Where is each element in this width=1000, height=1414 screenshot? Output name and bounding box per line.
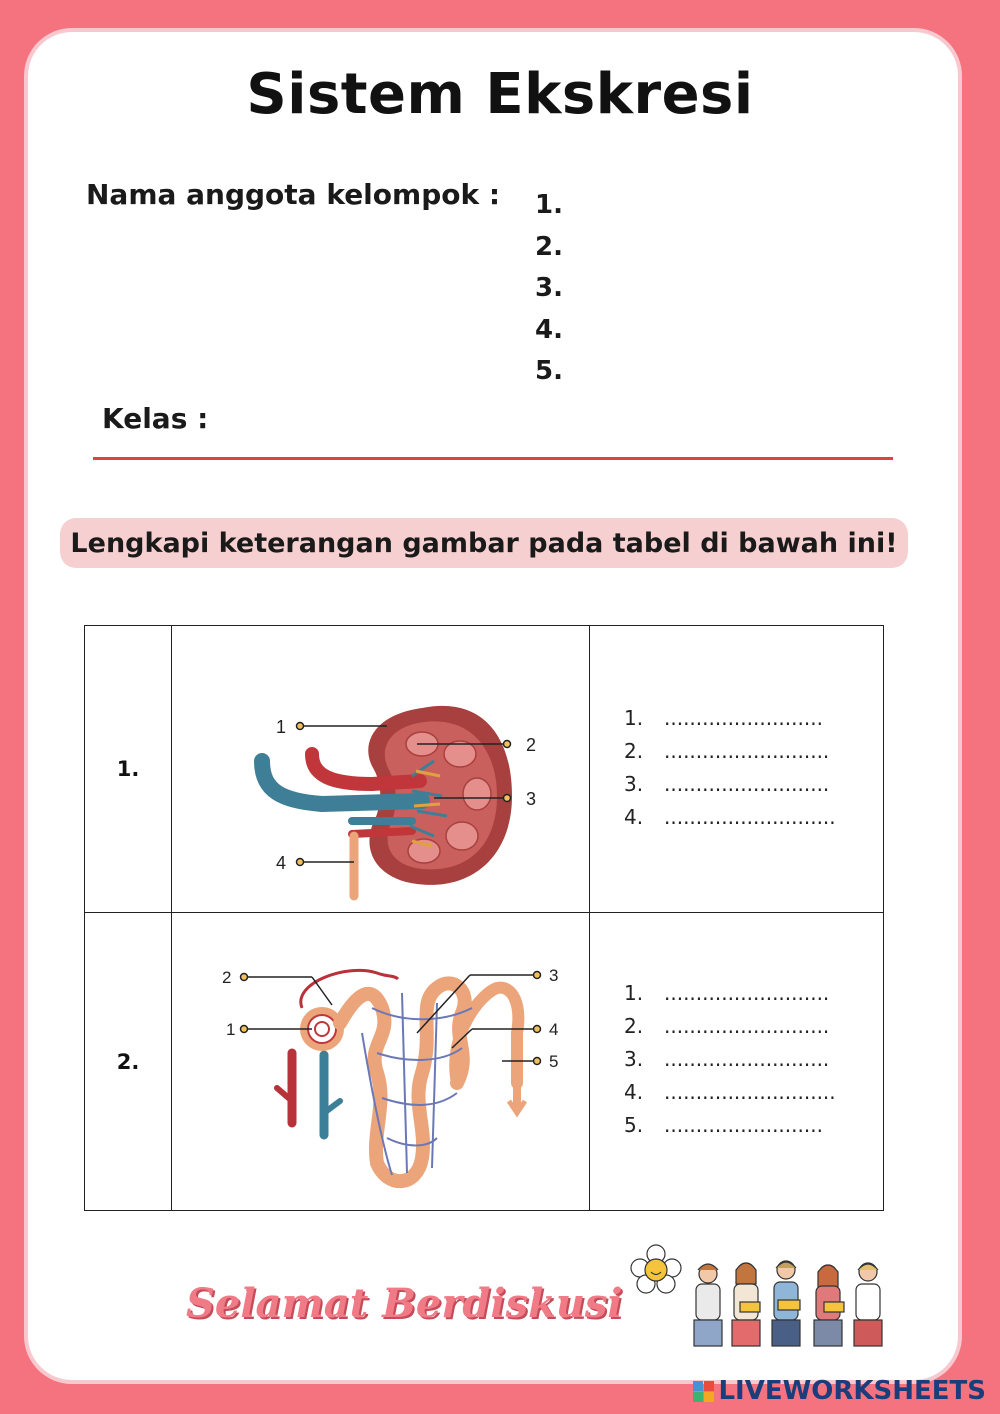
nephron-diagram-cell [172, 913, 590, 1211]
answer-list [624, 706, 836, 838]
renal-pyramid [444, 741, 476, 767]
students-group [694, 1261, 882, 1346]
callout-label: 4 [549, 1020, 559, 1039]
worksheet-table [84, 625, 884, 1211]
row-number: 2. [85, 913, 172, 1211]
artery-branch [352, 831, 412, 834]
class-label: Kelas : [102, 402, 209, 435]
member-number: 3. [535, 273, 563, 303]
callout-dot [297, 859, 304, 866]
callout-line [312, 977, 332, 1005]
callout-label: 5 [549, 1052, 559, 1071]
brand-name: LIVEWORKSHEETS [718, 1376, 986, 1406]
group-members-label: Nama anggota kelompok : [86, 178, 501, 211]
table-row [85, 913, 884, 1211]
answer-list [624, 981, 836, 1146]
callout-label: 1 [276, 717, 287, 737]
callout-label: 3 [549, 966, 559, 985]
answer-cell [590, 626, 884, 913]
member-number: 1. [535, 190, 563, 220]
answer-line[interactable]: 3. .......................... [624, 772, 830, 796]
answer-line[interactable]: 3. .......................... [624, 1047, 830, 1071]
callout-dot [504, 741, 511, 748]
glomerulus [308, 1015, 336, 1043]
callout-label: 2 [222, 968, 232, 987]
kidney-diagram [172, 626, 589, 908]
answer-line[interactable]: 4. ........................... [624, 1080, 836, 1104]
answer-line[interactable]: 1. ......................... [624, 706, 823, 730]
liveworksheets-brand[interactable] [693, 1376, 986, 1406]
callout-dot [534, 972, 541, 979]
page-title: Sistem Ekskresi [246, 62, 754, 127]
brand-logo-icon [693, 1381, 714, 1402]
callout-label: 3 [526, 789, 537, 809]
callout-label: 4 [276, 853, 287, 873]
flower-icon [631, 1245, 681, 1293]
table-row [85, 626, 884, 913]
answer-line[interactable]: 5. ......................... [624, 1113, 823, 1137]
nephron-diagram [172, 913, 589, 1206]
member-number: 4. [535, 314, 563, 345]
divider-line [93, 457, 893, 460]
footer-greeting: Selamat Berdiskusi [186, 1280, 623, 1327]
answer-line[interactable]: 1. .......................... [624, 981, 830, 1005]
callout-dot [241, 974, 248, 981]
callout-dot [297, 723, 304, 730]
answer-line[interactable]: 4. ........................... [624, 805, 836, 829]
answer-line[interactable]: 2. .......................... [624, 739, 830, 763]
callout-dot [241, 1026, 248, 1033]
answer-line[interactable]: 2. .......................... [624, 1014, 830, 1038]
row-number: 1. [85, 626, 172, 913]
instruction-banner: Lengkapi keterangan gambar pada tabel di bawah ini! [60, 518, 908, 568]
callout-label: 2 [526, 735, 537, 755]
answer-cell [590, 913, 884, 1211]
callout-dot [504, 795, 511, 802]
member-number: 5. [535, 356, 563, 386]
member-number: 2. [535, 231, 563, 262]
callout-dot [534, 1026, 541, 1033]
member-number-list [535, 190, 563, 398]
renal-pyramid [446, 822, 478, 850]
kidney-diagram-cell [172, 626, 590, 913]
callout-dot [534, 1058, 541, 1065]
callout-label: 1 [226, 1020, 236, 1039]
renal-pyramid [463, 778, 491, 810]
discussion-illustration [628, 1240, 908, 1360]
